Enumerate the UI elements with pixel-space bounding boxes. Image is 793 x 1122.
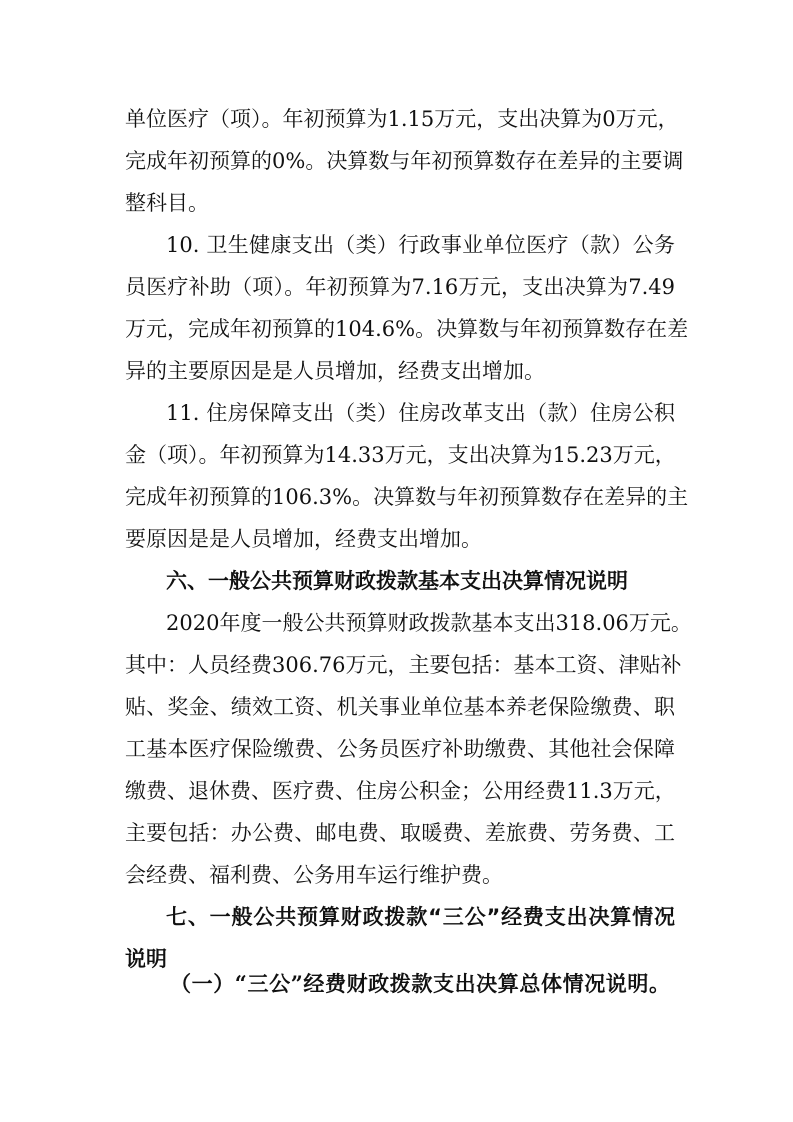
paragraph-line: 要原因是是人员增加，经费支出增加。: [125, 527, 482, 551]
section-heading: 六、一般公共预算财政拨款基本支出决算情况说明: [166, 569, 628, 593]
paragraph-line: 其中：人员经费306.76万元，主要包括：基本工资、津贴补: [125, 653, 682, 677]
paragraph-line: 完成年初预算的106.3%。决算数与年初预算数存在差异的主: [125, 485, 689, 509]
paragraph-line: 单位医疗（项）。年初预算为1.15万元，支出决算为0万元，: [125, 107, 679, 131]
paragraph-line: 缴费、退休费、医疗费、住房公积金；公用经费11.3万元，: [125, 779, 676, 803]
section-heading: 说明: [125, 947, 167, 971]
paragraph-line: 员医疗补助（项）。年初预算为7.16万元，支出决算为7.49: [125, 275, 675, 299]
section-heading: 七、一般公共预算财政拨款“三公”经费支出决算情况: [166, 905, 675, 929]
paragraph-line: 整科目。: [125, 191, 209, 215]
paragraph-line: 工基本医疗保险缴费、公务员医疗补助缴费、其他社会保障: [125, 737, 675, 761]
paragraph-line: 万元，完成年初预算的104.6%。决算数与年初预算数存在差: [125, 317, 689, 341]
paragraph-line: 完成年初预算的0%。决算数与年初预算数存在差异的主要调: [125, 149, 684, 173]
paragraph-line: 异的主要原因是是人员增加，经费支出增加。: [125, 359, 545, 383]
subsection-heading: （一）“三公”经费财政拨款支出决算总体情况说明。: [170, 971, 670, 996]
paragraph-line: 10. 卫生健康支出（类）行政事业单位医疗（款）公务: [166, 233, 675, 257]
paragraph-line: 金（项）。年初预算为14.33万元，支出决算为15.23万元，: [125, 443, 676, 467]
paragraph-line: 贴、奖金、绩效工资、机关事业单位基本养老保险缴费、职: [125, 695, 675, 719]
paragraph-line: 2020年度一般公共预算财政拨款基本支出318.06万元。: [166, 611, 692, 635]
paragraph-line: 11. 住房保障支出（类）住房改革支出（款）住房公积: [166, 401, 675, 425]
paragraph-line: 会经费、福利费、公务用车运行维护费。: [125, 863, 503, 887]
paragraph-line: 主要包括：办公费、邮电费、取暖费、差旅费、劳务费、工: [125, 821, 675, 845]
